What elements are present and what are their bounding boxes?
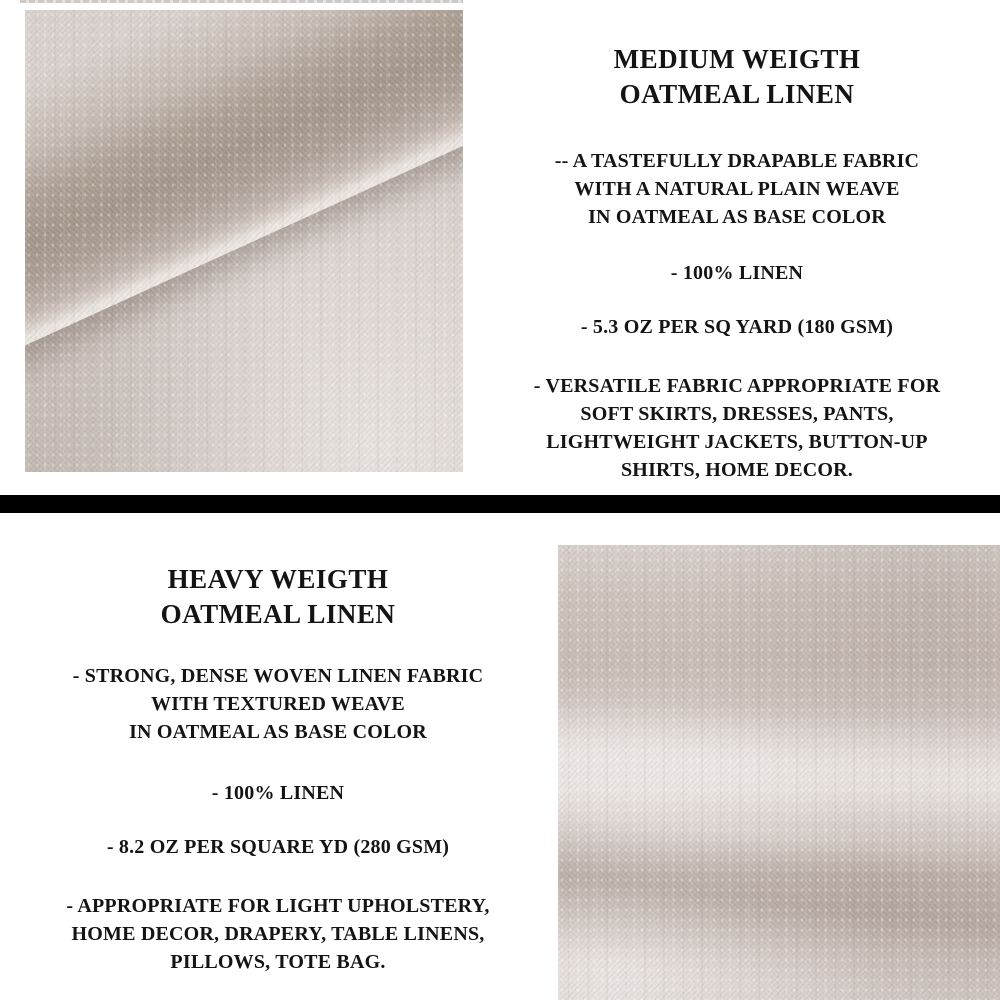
- heavy-description-line-2: WITH TEXTURED WEAVE: [151, 693, 405, 715]
- medium-description-line-1: -- A TASTEFULLY DRAPABLE FABRIC: [554, 150, 920, 172]
- heavy-weight-spec: [28, 833, 528, 861]
- fabric-crease-shadow: [558, 802, 1000, 1000]
- heavy-uses: [28, 892, 528, 976]
- medium-title: [487, 42, 987, 112]
- medium-uses: [487, 372, 987, 484]
- medium-weight-spec-line: - 5.3 OZ PER SQ YARD (180 GSM): [580, 316, 894, 338]
- medium-composition: [487, 259, 987, 287]
- medium-title-line-2: OATMEAL LINEN: [619, 79, 855, 109]
- medium-title-line-1: MEDIUM WEIGTH: [613, 44, 861, 74]
- medium-description-line-3: IN OATMEAL AS BASE COLOR: [588, 206, 886, 228]
- photo-edge-sliver: [20, 0, 463, 3]
- medium-description-line-2: WITH A NATURAL PLAIN WEAVE: [574, 178, 900, 200]
- heavy-uses-line-3: PILLOWS, TOTE BAG.: [170, 951, 386, 973]
- heavy-composition-line: - 100% LINEN: [211, 782, 345, 804]
- medium-composition-line: - 100% LINEN: [670, 262, 804, 284]
- heavy-description-line-1: - STRONG, DENSE WOVEN LINEN FABRIC: [72, 665, 484, 687]
- medium-uses-line-1: - VERSATILE FABRIC APPROPRIATE FOR: [533, 375, 941, 397]
- divider-bar: [0, 495, 1000, 513]
- heavy-uses-line-2: HOME DECOR, DRAPERY, TABLE LINENS,: [71, 923, 485, 945]
- heavy-weight-spec-line: - 8.2 OZ PER SQUARE YD (280 GSM): [106, 836, 450, 858]
- medium-weight-spec: [487, 313, 987, 341]
- heavy-title: [28, 562, 528, 632]
- heavy-description: [28, 662, 528, 746]
- heavy-uses-line-1: - APPROPRIATE FOR LIGHT UPHOLSTERY,: [66, 895, 490, 917]
- heavy-weight-linen-photo: [558, 545, 1000, 1000]
- medium-weight-text-column: [487, 0, 987, 495]
- medium-uses-line-4: SHIRTS, HOME DECOR.: [620, 459, 854, 481]
- fabric-fold-flap: [25, 10, 463, 395]
- heavy-composition: [28, 779, 528, 807]
- heavy-title-line-2: OATMEAL LINEN: [160, 599, 396, 629]
- heavy-title-line-1: HEAVY WEIGTH: [167, 564, 389, 594]
- fabric-roll-highlight: [558, 695, 1000, 834]
- heavy-weight-text-column: [28, 514, 528, 1000]
- medium-uses-line-3: LIGHTWEIGHT JACKETS, BUTTON-UP: [546, 431, 928, 453]
- heavy-description-line-3: IN OATMEAL AS BASE COLOR: [129, 721, 427, 743]
- medium-uses-line-2: SOFT SKIRTS, DRESSES, PANTS,: [580, 403, 894, 425]
- medium-weight-linen-photo: [25, 10, 463, 472]
- medium-description: [487, 147, 987, 231]
